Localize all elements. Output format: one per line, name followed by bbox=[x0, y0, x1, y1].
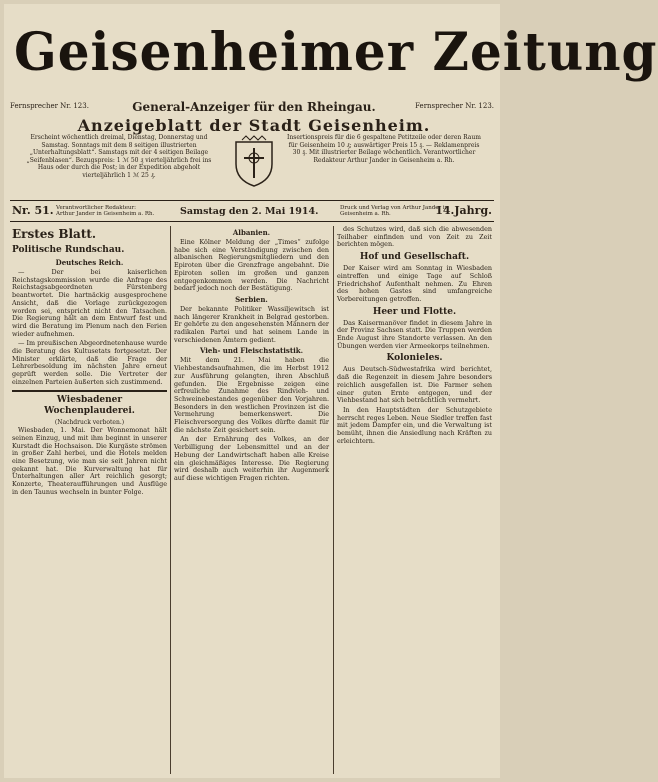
dateline-top-rule bbox=[10, 200, 494, 201]
dateline-bottom-rule bbox=[10, 221, 494, 222]
phone-number-right: Fernsprecher Nr. 123. bbox=[415, 102, 494, 110]
heading-serbien: Serbien. bbox=[235, 294, 268, 304]
column-divider bbox=[170, 226, 171, 774]
column-1 bbox=[12, 226, 167, 774]
reprint-note: (Nachdruck verboten.) bbox=[54, 418, 125, 426]
coat-of-arms-icon bbox=[232, 136, 276, 188]
issue-number: Nr. 51. bbox=[12, 204, 54, 217]
heading-kolonieles: Kolonieles. bbox=[386, 353, 443, 364]
heading-vieh-und-fleischstatistik: Vieh- und Fleischstatistik. bbox=[199, 346, 304, 356]
article-paragraph: Wiesbaden, 1. Mai. Der Wonnemonat hält seinen Einzug, und mit ihm beginnt in unserer Kurstadt die Hochsaison. Die Kurgäste strömen in großer Zahl herbei, und die Hotels melden eine Besetzung, wie man sie seit Jahren nicht gekannt hat. Die Kurverwaltung hat für Unterhaltungen aller Art reichlich gesorgt; Konzerte, Theateraufführungen und Ausflüge in den Taunus wechseln in bunter Folge. bbox=[12, 426, 167, 496]
article-paragraph: Eine Kölner Meldung der „Times“ zufolge habe sich eine Verständigung zwischen den albanischen Regierungsmitgliedern und den Epiroten über die Grenzfrage angebahnt. Die Epiroten sollen im großen und ganzen entgegenkommen werden. Die Nachricht bedarf jedoch noch der Bestätigung. bbox=[174, 238, 329, 293]
dateline bbox=[10, 204, 494, 220]
heading-hof-und-gesellschaft: Hof und Gesellschaft. bbox=[359, 252, 470, 263]
newspaper-page bbox=[4, 4, 658, 778]
volume-year: 14.Jahrg. bbox=[435, 204, 492, 217]
article-paragraph: An der Ernährung des Volkes, an der Verbilligung der Lebensmittel und an der Hebung der Landwirtschaft haben alle Kreise ein gleichmäßiges Interesse. Die Regierung wird deshalb auch weiterhin ihr Augenmerk auf diese wichtigen Fragen richten. bbox=[174, 435, 329, 482]
article-paragraph: In den Hauptstädten der Schutzgebiete herrscht reges Leben. Neue Siedler treffen fast mit jedem Dampfer ein, und die Verwaltung ist bemüht, ihnen die Ansiedlung nach Kräften zu erleichtern. bbox=[337, 405, 492, 445]
article-paragraph: Mit dem 21. Mai haben die Viehbestandsaufnahmen, die im Herbst 1912 zur Ausführung gelangten, ihren Abschluß gefunden. Die Ergebnisse zeigen eine erfreuliche Zunahme des Rindvieh- und Schweinebestandes gegenüber den Vorjahren. Besonders in den westlichen Provinzen ist die Vermehrung bemerkenswert. Die Fleischversorgung des Volkes dürfte damit für die nächste Zeit gesichert sein. bbox=[174, 356, 329, 434]
editor-note: Verantwortlicher Redakteur: Arthur Jander in Geisenheim a. Rh. bbox=[56, 205, 155, 217]
article-paragraph: Der Kaiser wird am Sonntag in Wiesbaden eintreffen und einige Tage auf Schloß Friedrichshof Aufenthalt nehmen. Zu Ehren des hohen Gastes sind umfangreiche Vorbereitungen getroffen. bbox=[337, 264, 492, 303]
publisher-note: Druck und Verlag von Arthur Jander in Geisenheim a. Rh. bbox=[340, 205, 449, 217]
heading-wiesbadener-wochenplauderei: Wiesbadener Wochenplauderei. bbox=[44, 394, 135, 416]
subtitle-anzeigeblatt: Anzeigeblatt der Stadt Geisenheim. bbox=[77, 116, 431, 135]
article-paragraph: — Der bei kaiserlichen Reichstagskommission wurde die Anfrage des Reichstagsabgeordneten Fürstenberg beantwortet. Die hartnäckig ausgesprochene Ansicht, daß die Vorlage zurückgezogen worden sei, entspricht nicht den Tatsachen. Die Regierung hält an dem Entwurf fest und wird die Beratung im Plenum nach den Ferien wieder aufnehmen. bbox=[12, 268, 167, 338]
article-paragraph: Das Kaisermanöver findet in diesem Jahre in der Provinz Sachsen statt. Die Truppen werden Ende August ihre Standorte verlassen. An den Übungen werden vier Armeekorps teilnehmen. bbox=[337, 318, 492, 350]
section-heading-erstes-blatt: Erstes Blatt. bbox=[12, 227, 97, 241]
article-paragraph: Der bekannte Politiker Wassiljewitsch ist nach längerer Krankheit in Belgrad gestorben. Er gehörte zu den angesehensten Männern der radikalen Partei und hat seinem Lande in verschiedenen Ämtern gedient. bbox=[174, 304, 329, 344]
insertion-price-info: Insertionspreis für die 6 gespaltene Petitzeile oder deren Raum für Geisenheim 10 ₰; auswärtiger Preis 15 ₰. — Reklamenpreis 30 ₰. Mit illustrierter Beilage wöchentlich. Verantwortlicher Redakteur Arthur Jander in Geisenheim a. Rh. bbox=[287, 134, 481, 164]
masthead-title: Geisenheimer Zeitung bbox=[14, 20, 658, 83]
heading-heer-und-flotte: Heer und Flotte. bbox=[372, 306, 457, 317]
heading-deutsches-reich: Deutsches Reich. bbox=[55, 258, 124, 267]
issue-date: Samstag den 2. Mai 1914. bbox=[180, 206, 319, 217]
column-2 bbox=[174, 226, 329, 774]
article-paragraph: des Schutzes wird, daß sich die abwesenden Teilhaber einfinden und von Zeit zu Zeit berichten mögen. bbox=[337, 225, 492, 249]
subtitle-general-anzeiger: General-Anzeiger für den Rheingau. bbox=[132, 100, 376, 114]
article-paragraph: — Im preußischen Abgeordnetenhause wurde die Beratung des Kultusetats fortgesetzt. Der Minister erklärte, daß die Frage der Lehrerbesoldung im nächsten Jahre erneut geprüft werden solle. Die Vertreter der einzelnen Parteien äußerten sich zustimmend. bbox=[12, 339, 167, 386]
column-3 bbox=[337, 226, 492, 774]
column-divider bbox=[333, 226, 334, 774]
subscription-info: Erscheint wöchentlich dreimal, Dienstag, Donnerstag und Samstag. Sonntags mit dem 8 seitigen illustrierten „Unterhaltungsblatt“. Samstags mit der 4 seitigen Beilage „Seifenblasen“. Bezugspreis: 1 ℳ 50 ₰ vierteljährlich frei ins Haus oder durch die Post; in der Expedition abgeholt vierteljährlich 1 ℳ 25 ₰. bbox=[26, 134, 212, 179]
phone-number-left: Fernsprecher Nr. 123. bbox=[10, 102, 89, 110]
article-paragraph: Aus Deutsch-Südwestafrika wird berichtet, daß die Regenzeit in diesem Jahre besonders reichlich ausgefallen ist. Die Farmer sehen einer guten Ernte entgegen, und der Viehbestand hat sich beträchtlich vermehrt. bbox=[337, 365, 492, 405]
heading-politische-rundschau: Politische Rundschau. bbox=[12, 245, 125, 255]
heading-albanien: Albanien. bbox=[232, 228, 271, 237]
